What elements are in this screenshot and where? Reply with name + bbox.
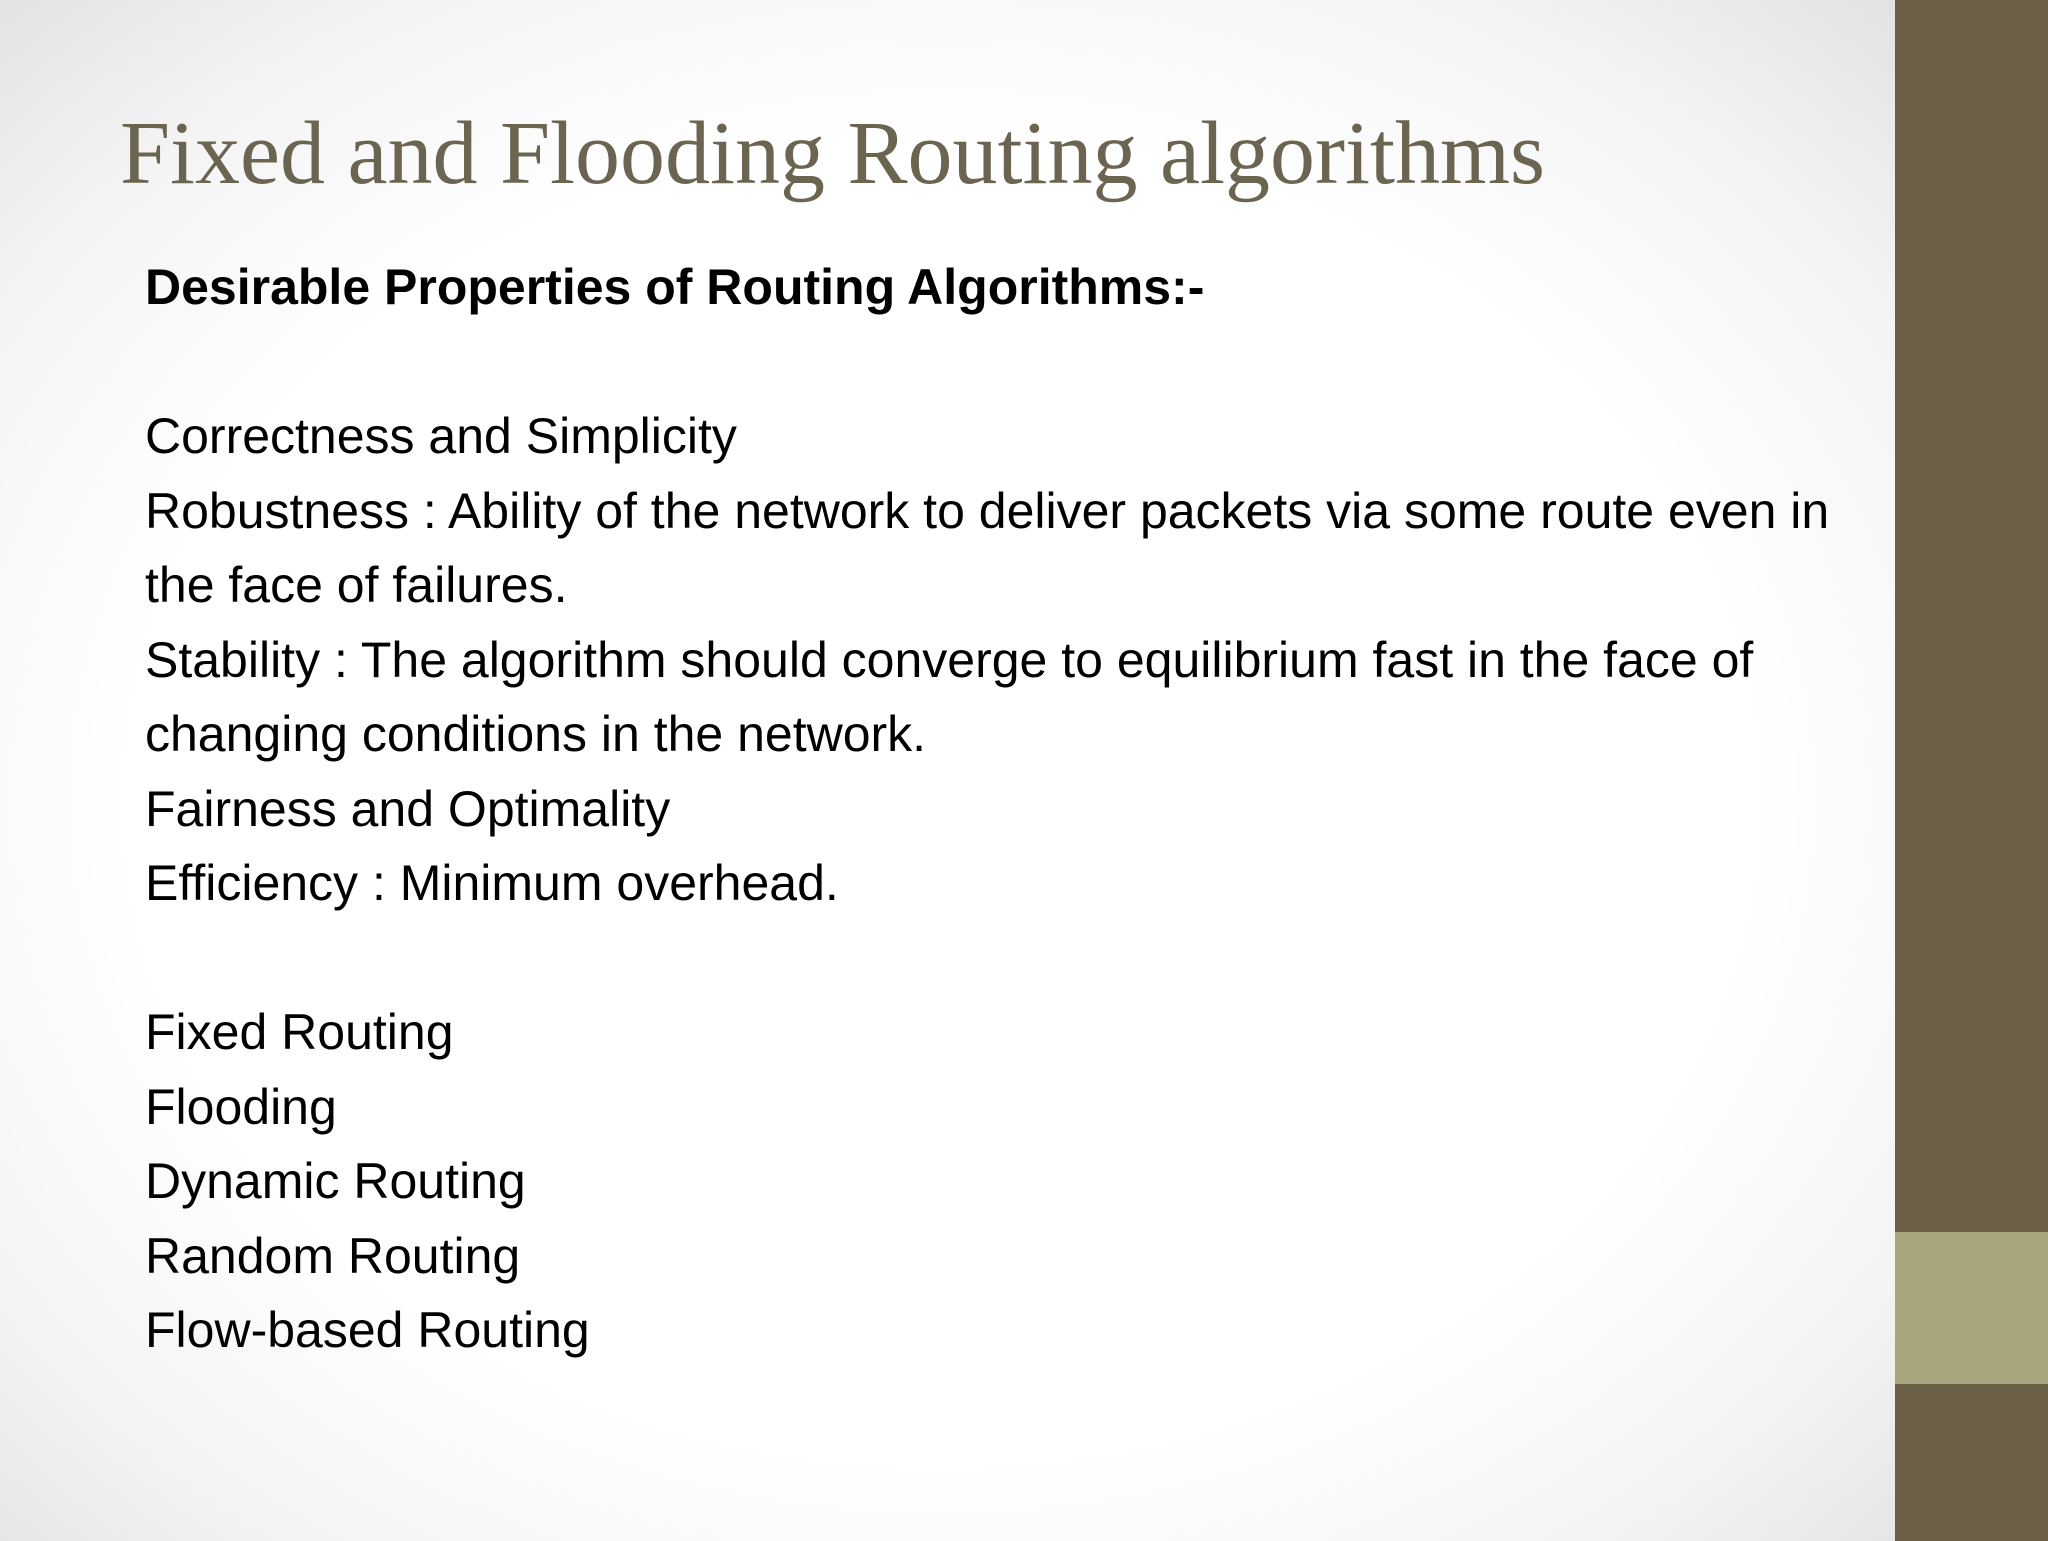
spacer [145, 325, 1890, 400]
spacer [145, 921, 1890, 996]
property-item: Correctness and Simplicity [145, 408, 737, 464]
algorithm-item: Fixed Routing [145, 1004, 454, 1060]
side-bar-accent [1895, 1232, 2048, 1384]
algorithm-item: Dynamic Routing [145, 1153, 526, 1209]
slide-body [145, 250, 1890, 1368]
property-item: Fairness and Optimality [145, 780, 671, 837]
property-item: Robustness : Ability of the network to deliver packets via some route even in the face of failures. [145, 482, 1830, 613]
slide-subtitle: Desirable Properties of Routing Algorithms:- [145, 259, 1205, 315]
algorithm-item: Flow-based Routing [145, 1302, 590, 1358]
properties-list [145, 399, 1890, 921]
algorithms-list [145, 995, 1890, 1368]
property-item: Efficiency : Minimum overhead. [145, 855, 839, 911]
algorithm-item: Random Routing [145, 1227, 521, 1284]
slide-title: Fixed and Flooding Routing algorithms [120, 104, 1546, 203]
property-item: Stability : The algorithm should converge to equilibrium fast in the face of changing conditions in the network. [145, 631, 1754, 762]
algorithm-item: Flooding [145, 1078, 337, 1135]
